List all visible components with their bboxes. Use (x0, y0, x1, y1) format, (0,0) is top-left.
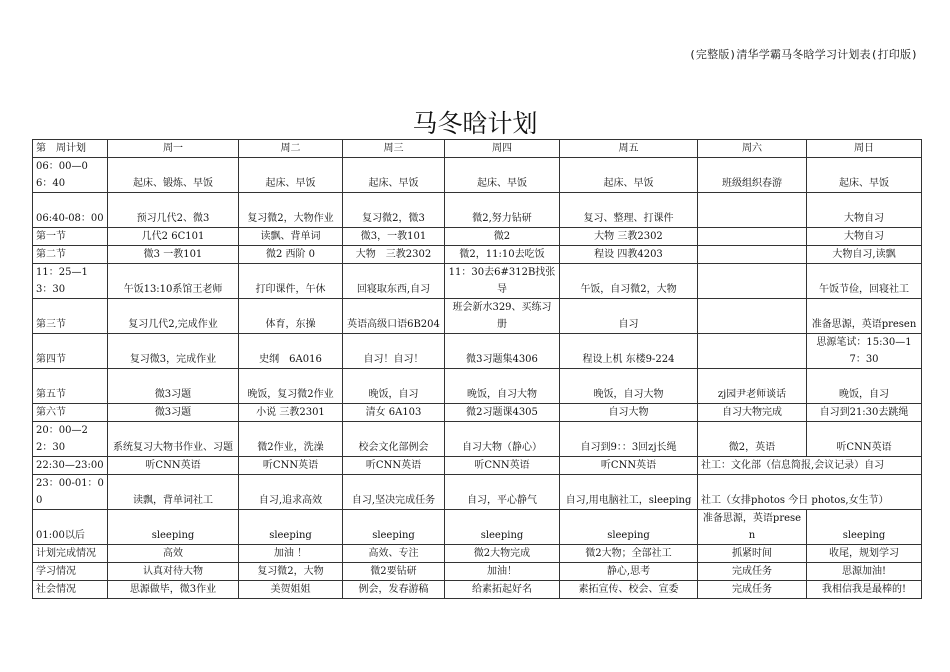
table-cell: 自习大物（静心） (445, 422, 560, 457)
table-cell: 听CNN英语 (108, 457, 239, 475)
table-cell (698, 334, 807, 369)
schedule-table (32, 139, 922, 599)
table-cell: 自习大物 (560, 404, 698, 422)
table-cell: 静心,思考 (560, 563, 698, 581)
table-cell (698, 299, 807, 334)
row-label: 22:30—23:00 (33, 457, 108, 475)
table-cell: 高效 (108, 545, 239, 563)
table-cell: 晚饭，自习 (807, 369, 922, 404)
table-cell (698, 193, 807, 228)
row-label: 06：00—06：40 (33, 158, 108, 193)
table-cell: 加油！ (445, 563, 560, 581)
table-row (33, 299, 922, 334)
table-cell: 准备思源，英语presen (698, 510, 807, 545)
table-cell: 自习 (560, 299, 698, 334)
table-cell: 自习,坚决完成任务 (343, 475, 445, 510)
table-cell: 大物自习,读飘 (807, 246, 922, 264)
table-cell: 复习几代2,完成作业 (108, 299, 239, 334)
table-cell: 班级组织春游 (698, 158, 807, 193)
table-cell: 我相信我是最棒的! (807, 581, 922, 599)
table-cell: 例会，发春游稿 (343, 581, 445, 599)
table-cell: 微2习题课4305 (445, 404, 560, 422)
table-cell: 微2,努力钻研 (445, 193, 560, 228)
column-header: 周五 (560, 140, 698, 158)
plan-title: 马冬晗计划 (412, 109, 538, 138)
table-cell: 读飘、背单词 (239, 228, 343, 246)
table-cell (698, 264, 807, 299)
column-header: 周一 (108, 140, 239, 158)
table-cell: 复习微2，大物作业 (239, 193, 343, 228)
schedule-body (33, 140, 922, 599)
table-cell: 午饭节俭，回寝社工 (807, 264, 922, 299)
table-cell: 自习，平心静气 (445, 475, 560, 510)
table-cell: 自习,用电脑社工，sleeping (560, 475, 698, 510)
row-label: 20：00—22：30 (33, 422, 108, 457)
table-cell: 复习微2，微3 (343, 193, 445, 228)
table-cell: 起床、早饭 (560, 158, 698, 193)
table-cell: 微2大物完成 (445, 545, 560, 563)
table-cell: 收尾，规划学习 (807, 545, 922, 563)
table-cell: 打印课件，午休 (239, 264, 343, 299)
table-row (33, 404, 922, 422)
row-label: 01:00以后 (33, 510, 108, 545)
table-cell: 英语高级口语6B204 (343, 299, 445, 334)
table-cell: 微2，11:10去吃饭 (445, 246, 560, 264)
table-cell: 几代2 6C101 (108, 228, 239, 246)
table-cell: 高效、专注 (343, 545, 445, 563)
table-cell: 听CNN英语 (560, 457, 698, 475)
column-header: 第 周计划 (33, 140, 108, 158)
table-cell: 大物 三教2302 (560, 228, 698, 246)
row-label: 第五节 (33, 369, 108, 404)
table-row (33, 457, 922, 475)
table-row (33, 581, 922, 599)
table-cell: 起床、早饭 (445, 158, 560, 193)
table-cell: 微2大物；全部社工 (560, 545, 698, 563)
column-header: 周二 (239, 140, 343, 158)
row-label: 第四节 (33, 334, 108, 369)
table-cell: 复习、整理、打课件 (560, 193, 698, 228)
table-cell: 加油 ！ (239, 545, 343, 563)
table-cell: 社工：文化部（信息简报,会议记录）自习 (698, 457, 922, 475)
table-cell: sleeping (108, 510, 239, 545)
table-cell: 午饭，自习微2，大物 (560, 264, 698, 299)
table-row (33, 563, 922, 581)
table-cell: 社工（女排photos 今日 photos,女生节） (698, 475, 922, 510)
table-row (33, 510, 922, 545)
table-cell: 微3习题 (108, 404, 239, 422)
table-cell: 11：30去6#312B找张导 (445, 264, 560, 299)
table-cell: 自习大物完成 (698, 404, 807, 422)
table-cell: 晚饭，自习 (343, 369, 445, 404)
table-cell: 晚饭，自习大物 (445, 369, 560, 404)
table-cell: 班会新水329、买练习册 (445, 299, 560, 334)
table-cell: 微2 (445, 228, 560, 246)
table-cell: 午饭13:10系馆王老师 (108, 264, 239, 299)
table-cell: 思源做毕，微3作业 (108, 581, 239, 599)
column-header: 周三 (343, 140, 445, 158)
table-cell: 微3习题 (108, 369, 239, 404)
table-cell: 系统复习大物书作业、习题 (108, 422, 239, 457)
table-cell: 给素拓起好名 (445, 581, 560, 599)
table-row (33, 422, 922, 457)
table-cell: 微2作业，洗澡 (239, 422, 343, 457)
table-cell: 美贺姐姐 (239, 581, 343, 599)
document-header: (完整版)清华学霸马冬晗学习计划表(打印版) (689, 48, 918, 61)
column-header: 周六 (698, 140, 807, 158)
row-label: 第一节 (33, 228, 108, 246)
table-cell: 大物 三教2302 (343, 246, 445, 264)
table-cell: 微2 西阶 0 (239, 246, 343, 264)
table-row (33, 369, 922, 404)
table-cell: 完成任务 (698, 563, 807, 581)
row-label: 06:40-08：00 (33, 193, 108, 228)
row-label: 社会情况 (33, 581, 108, 599)
table-cell: 大物自习 (807, 228, 922, 246)
table-cell: 复习微2，大物 (239, 563, 343, 581)
table-cell: sleeping (807, 510, 922, 545)
row-label: 学习情况 (33, 563, 108, 581)
table-cell: 晚饭，复习微2作业 (239, 369, 343, 404)
table-cell: 听CNN英语 (239, 457, 343, 475)
table-cell: 自习到9：：3回zj长绳 (560, 422, 698, 457)
table-cell: 完成任务 (698, 581, 807, 599)
table-row (33, 475, 922, 510)
column-header: 周日 (807, 140, 922, 158)
table-row (33, 158, 922, 193)
row-label: 第二节 (33, 246, 108, 264)
table-cell: 起床、早饭 (807, 158, 922, 193)
row-label: 23：00-01：00 (33, 475, 108, 510)
table-cell: sleeping (560, 510, 698, 545)
row-label: 第六节 (33, 404, 108, 422)
table-cell: 听CNN英语 (343, 457, 445, 475)
table-cell: 微3，一教101 (343, 228, 445, 246)
table-cell: 程设上机 东楼9-224 (560, 334, 698, 369)
table-cell: 微2要钻研 (343, 563, 445, 581)
table-cell: 复习微3，完成作业 (108, 334, 239, 369)
table-cell: 自习！自习！ (343, 334, 445, 369)
table-cell: 回寝取东西,自习 (343, 264, 445, 299)
table-cell: sleeping (343, 510, 445, 545)
table-cell: 思源笔试：15:30—17：30 (807, 334, 922, 369)
table-cell: sleeping (445, 510, 560, 545)
row-label: 计划完成情况 (33, 545, 108, 563)
table-cell: 素拓宣传、校会、宣委 (560, 581, 698, 599)
table-row (33, 334, 922, 369)
table-cell: 预习几代2、微3 (108, 193, 239, 228)
table-row (33, 193, 922, 228)
table-cell: 小说 三教2301 (239, 404, 343, 422)
table-row (33, 545, 922, 563)
table-cell: 思源加油! (807, 563, 922, 581)
table-cell: 微3习题集4306 (445, 334, 560, 369)
table-cell: 起床、早饭 (239, 158, 343, 193)
table-cell: 程设 四教4203 (560, 246, 698, 264)
table-cell: sleeping (239, 510, 343, 545)
table-cell: 微2，英语 (698, 422, 807, 457)
column-header: 周四 (445, 140, 560, 158)
table-row (33, 246, 922, 264)
table-cell (698, 246, 807, 264)
table-cell: 大物自习 (807, 193, 922, 228)
table-cell: 读飘，背单词社工 (108, 475, 239, 510)
table-cell: 起床、锻炼、早饭 (108, 158, 239, 193)
table-cell: 体育，东操 (239, 299, 343, 334)
header-row (33, 140, 922, 158)
table-cell: 史纲 6A016 (239, 334, 343, 369)
table-row (33, 264, 922, 299)
table-cell: 抓紧时间 (698, 545, 807, 563)
table-cell: 晚饭，自习大物 (560, 369, 698, 404)
table-cell: 认真对待大物 (108, 563, 239, 581)
table-cell: 听CNN英语 (807, 422, 922, 457)
table-cell: 自习到21:30去跳绳 (807, 404, 922, 422)
table-cell: 听CNN英语 (445, 457, 560, 475)
row-label: 11：25—13：30 (33, 264, 108, 299)
table-cell: 起床、早饭 (343, 158, 445, 193)
table-row (33, 228, 922, 246)
table-cell: 校会文化部例会 (343, 422, 445, 457)
row-label: 第三节 (33, 299, 108, 334)
table-cell: 微3 一教101 (108, 246, 239, 264)
table-cell: 自习,追求高效 (239, 475, 343, 510)
table-cell (698, 228, 807, 246)
table-cell: 清女 6A103 (343, 404, 445, 422)
table-cell: 准备思源，英语presen (807, 299, 922, 334)
table-cell: zj园尹老师谈话 (698, 369, 807, 404)
